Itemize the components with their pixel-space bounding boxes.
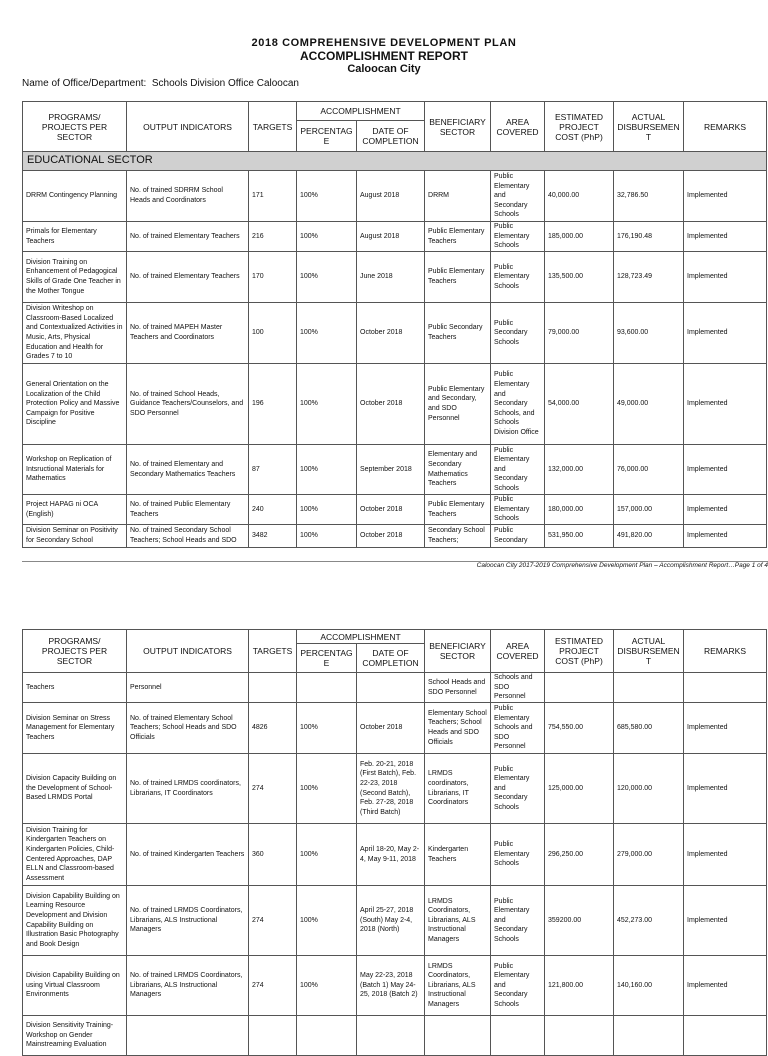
cell-percentage: 100% xyxy=(297,824,357,886)
cell-output: Personnel xyxy=(127,673,249,703)
cell-date: May 22-23, 2018 (Batch 1) May 24-25, 2018 (Batch 2) xyxy=(357,956,425,1016)
cell-actual: 176,190.48 xyxy=(614,222,684,252)
cell-date: August 2018 xyxy=(357,171,425,222)
col-header-estimated: ESTIMATED PROJECT COST (PhP) xyxy=(545,630,614,673)
col-header-remarks: REMARKS xyxy=(684,102,767,152)
cell-estimated xyxy=(545,1016,614,1056)
cell-actual: 685,580.00 xyxy=(614,703,684,754)
cell-percentage: 100% xyxy=(297,495,357,525)
cell-estimated: 121,800.00 xyxy=(545,956,614,1016)
cell-date: April 18-20, May 2-4, May 9-11, 2018 xyxy=(357,824,425,886)
col-header-accomplishment: ACCOMPLISHMENT xyxy=(297,630,425,644)
cell-program: Division Seminar on Positivity for Secondary School xyxy=(23,525,127,548)
cell-remarks: Implemented xyxy=(684,495,767,525)
cell-targets: 196 xyxy=(249,364,297,445)
cell-remarks: Implemented xyxy=(684,222,767,252)
cell-beneficiary: Elementary School Teachers; School Heads and SDO Officials xyxy=(425,703,491,754)
cell-output: No. of trained Kindergarten Teachers xyxy=(127,824,249,886)
cell-beneficiary: Kindergarten Teachers xyxy=(425,824,491,886)
cell-percentage: 100% xyxy=(297,171,357,222)
office-value: Schools Division Office Caloocan xyxy=(151,78,299,89)
cell-targets: 240 xyxy=(249,495,297,525)
cell-estimated: 296,250.00 xyxy=(545,824,614,886)
cell-area: Public Elementary Schools and SDO Personnel xyxy=(491,703,545,754)
cell-remarks: Implemented xyxy=(684,956,767,1016)
cell-output: No. of trained Secondary School Teachers; School Heads and SDO xyxy=(127,525,249,548)
office-label: Name of Office/Department: xyxy=(22,78,147,89)
sector-row: EDUCATIONAL SECTOR xyxy=(23,152,767,171)
office-line xyxy=(22,78,299,89)
cell-estimated: 359200.00 xyxy=(545,886,614,956)
report-subtitle: ACCOMPLISHMENT REPORT xyxy=(300,49,468,63)
cell-date: September 2018 xyxy=(357,445,425,495)
cell-targets: 4826 xyxy=(249,703,297,754)
table-row xyxy=(23,252,767,303)
table-row xyxy=(23,303,767,364)
cell-targets xyxy=(249,673,297,703)
cell-remarks: Implemented xyxy=(684,824,767,886)
cell-targets: 274 xyxy=(249,956,297,1016)
cell-program: Division Seminar on Stress Management for Elementary Teachers xyxy=(23,703,127,754)
cell-output: No. of trained LRMDS coordinators, Librarians, IT Coordinators xyxy=(127,754,249,824)
cell-percentage: 100% xyxy=(297,754,357,824)
cell-date xyxy=(357,1016,425,1056)
cell-program: Workshop on Replication of Intsructional Materials for Mathematics xyxy=(23,445,127,495)
table2-header xyxy=(23,630,767,673)
col-header-accomplishment: ACCOMPLISHMENT xyxy=(297,102,425,121)
cell-date: October 2018 xyxy=(357,364,425,445)
col-header-programs: PROGRAMS/ PROJECTS PER SECTOR xyxy=(23,102,127,152)
cell-beneficiary: Public Elementary Teachers xyxy=(425,222,491,252)
cell-actual: 157,000.00 xyxy=(614,495,684,525)
col-header-beneficiary: BENEFICIARY SECTOR xyxy=(425,102,491,152)
cell-area: Public Elementary Schools xyxy=(491,824,545,886)
cell-actual: 140,160.00 xyxy=(614,956,684,1016)
cell-actual: 76,000.00 xyxy=(614,445,684,495)
col-header-actual: ACTUAL DISBURSEMEN T xyxy=(614,102,684,152)
cell-program: Division Capability Building on Learning Resource Development and Division Capability Building on Illustration Basic Photography and Book Design xyxy=(23,886,127,956)
cell-program: Teachers xyxy=(23,673,127,703)
report-title: 2018 COMPREHENSIVE DEVELOPMENT PLAN xyxy=(251,37,517,49)
table1-body xyxy=(23,171,767,548)
cell-percentage: 100% xyxy=(297,364,357,445)
cell-targets: 216 xyxy=(249,222,297,252)
cell-output: No. of trained School Heads, Guidance Teachers/Counselors, and SDO Personnel xyxy=(127,364,249,445)
cell-percentage: 100% xyxy=(297,303,357,364)
cell-estimated xyxy=(545,673,614,703)
cell-estimated: 180,000.00 xyxy=(545,495,614,525)
col-header-targets: TARGETS xyxy=(249,102,297,152)
cell-percentage xyxy=(297,1016,357,1056)
table-row xyxy=(23,495,767,525)
table-row xyxy=(23,956,767,1016)
cell-output: No. of trained Elementary and Secondary Mathematics Teachers xyxy=(127,445,249,495)
cell-area: Schools and SDO Personnel xyxy=(491,673,545,703)
cell-remarks: Implemented xyxy=(684,303,767,364)
cell-remarks xyxy=(684,1016,767,1056)
cell-remarks: Implemented xyxy=(684,886,767,956)
col-header-date: DATE OF COMPLETION xyxy=(357,644,425,673)
cell-percentage: 100% xyxy=(297,252,357,303)
cell-beneficiary xyxy=(425,1016,491,1056)
cell-area: Public Secondary Schools xyxy=(491,303,545,364)
table-row xyxy=(23,222,767,252)
cell-output: No. of trained LRMDS Coordinators, Librarians, ALS Instructional Managers xyxy=(127,886,249,956)
cell-actual: 120,000.00 xyxy=(614,754,684,824)
table1-header xyxy=(23,102,767,171)
col-header-percentage: PERCENTAG E xyxy=(297,644,357,673)
table-row xyxy=(23,445,767,495)
cell-area: Public Elementary and Secondary Schools, and Schools Division Office xyxy=(491,364,545,445)
cell-program: Division Training for Kindergarten Teachers on Kindergarten Policies, Child-Centered Approaches, DAP ELLN and Classroom-based Assessment xyxy=(23,824,127,886)
col-header-area: AREA COVERED xyxy=(491,630,545,673)
cell-output: No. of trained LRMDS Coordinators, Librarians, ALS Instructional Managers xyxy=(127,956,249,1016)
cell-beneficiary: Public Elementary and Secondary, and SDO Personnel xyxy=(425,364,491,445)
table-row xyxy=(23,824,767,886)
cell-program: Division Training on Enhancement of Pedagogical Skills of Grade One Teacher in the Mother Tongue xyxy=(23,252,127,303)
cell-estimated: 54,000.00 xyxy=(545,364,614,445)
cell-estimated: 185,000.00 xyxy=(545,222,614,252)
cell-actual: 32,786.50 xyxy=(614,171,684,222)
cell-beneficiary: LRMDS Coordinators, Librarians, ALS Instructional Managers xyxy=(425,956,491,1016)
cell-area xyxy=(491,1016,545,1056)
cell-targets xyxy=(249,1016,297,1056)
cell-remarks: Implemented xyxy=(684,364,767,445)
page-footer: Caloocan City 2017-2019 Comprehensive Development Plan – Accomplishment Report…Page 1 of 4 xyxy=(476,562,768,569)
col-header-beneficiary: BENEFICIARY SECTOR xyxy=(425,630,491,673)
cell-estimated: 754,550.00 xyxy=(545,703,614,754)
col-header-output: OUTPUT INDICATORS xyxy=(127,102,249,152)
cell-actual: 93,600.00 xyxy=(614,303,684,364)
cell-targets: 170 xyxy=(249,252,297,303)
table-row xyxy=(23,703,767,754)
col-header-programs: PROGRAMS/ PROJECTS PER SECTOR xyxy=(23,630,127,673)
cell-estimated: 125,000.00 xyxy=(545,754,614,824)
cell-actual: 128,723.49 xyxy=(614,252,684,303)
cell-percentage: 100% xyxy=(297,525,357,548)
cell-percentage xyxy=(297,673,357,703)
cell-percentage: 100% xyxy=(297,445,357,495)
col-header-percentage: PERCENTAG E xyxy=(297,121,357,152)
cell-output: No. of trained SDRRM School Heads and Coordinators xyxy=(127,171,249,222)
cell-estimated: 132,000.00 xyxy=(545,445,614,495)
col-header-actual: ACTUAL DISBURSEMEN T xyxy=(614,630,684,673)
cell-estimated: 531,950.00 xyxy=(545,525,614,548)
cell-area: Public Elementary and Secondary Schools xyxy=(491,886,545,956)
report-city: Caloocan City xyxy=(347,63,421,75)
col-header-area: AREA COVERED xyxy=(491,102,545,152)
accomplishment-table-page-1 xyxy=(22,101,767,548)
cell-actual xyxy=(614,1016,684,1056)
table-row xyxy=(23,1016,767,1056)
cell-beneficiary: LRMDS Coordinators, Librarians, ALS Instructional Managers xyxy=(425,886,491,956)
cell-remarks: Implemented xyxy=(684,525,767,548)
table-row xyxy=(23,673,767,703)
col-header-estimated: ESTIMATED PROJECT COST (PhP) xyxy=(545,102,614,152)
col-header-date: DATE OF COMPLETION xyxy=(357,121,425,152)
cell-program: Primals for Elementary Teachers xyxy=(23,222,127,252)
table-row xyxy=(23,364,767,445)
cell-area: Public Elementary and Secondary Schools xyxy=(491,171,545,222)
table-row xyxy=(23,886,767,956)
cell-program: Division Sensitivity Training-Workshop on Gender Mainstreaming Evaluation xyxy=(23,1016,127,1056)
cell-date xyxy=(357,673,425,703)
cell-estimated: 135,500.00 xyxy=(545,252,614,303)
cell-estimated: 79,000.00 xyxy=(545,303,614,364)
cell-beneficiary: Public Secondary Teachers xyxy=(425,303,491,364)
cell-date: April 25-27, 2018 (South) May 2-4, 2018 (North) xyxy=(357,886,425,956)
cell-percentage: 100% xyxy=(297,956,357,1016)
cell-beneficiary: Elementary and Secondary Mathematics Teachers xyxy=(425,445,491,495)
cell-date: Feb. 20-21, 2018 (First Batch), Feb. 22-23, 2018 (Second Batch), Feb. 27-28, 2018 (Third Batch) xyxy=(357,754,425,824)
cell-percentage: 100% xyxy=(297,886,357,956)
table2-body xyxy=(23,673,767,1056)
cell-beneficiary: LRMDS coordinators, Librarians, IT Coordinators xyxy=(425,754,491,824)
cell-beneficiary: Public Elementary Teachers xyxy=(425,495,491,525)
cell-area: Public Elementary Schools xyxy=(491,222,545,252)
cell-output xyxy=(127,1016,249,1056)
cell-area: Public Elementary and Secondary Schools xyxy=(491,956,545,1016)
cell-remarks xyxy=(684,673,767,703)
cell-date: October 2018 xyxy=(357,525,425,548)
cell-targets: 274 xyxy=(249,754,297,824)
cell-beneficiary: School Heads and SDO Personnel xyxy=(425,673,491,703)
cell-program: Division Capacity Building on the Development of School-Based LRMDS Portal xyxy=(23,754,127,824)
col-header-output: OUTPUT INDICATORS xyxy=(127,630,249,673)
cell-targets: 360 xyxy=(249,824,297,886)
col-header-remarks: REMARKS xyxy=(684,630,767,673)
cell-targets: 100 xyxy=(249,303,297,364)
cell-percentage: 100% xyxy=(297,222,357,252)
cell-targets: 3482 xyxy=(249,525,297,548)
cell-area: Public Secondary xyxy=(491,525,545,548)
cell-remarks: Implemented xyxy=(684,252,767,303)
cell-area: Public Elementary Schools xyxy=(491,495,545,525)
cell-date: October 2018 xyxy=(357,303,425,364)
cell-output: No. of trained Elementary Teachers xyxy=(127,252,249,303)
cell-output: No. of trained Elementary School Teachers; School Heads and SDO Officials xyxy=(127,703,249,754)
table-row xyxy=(23,171,767,222)
cell-beneficiary: Public Elementary Teachers xyxy=(425,252,491,303)
cell-beneficiary: DRRM xyxy=(425,171,491,222)
cell-program: Division Capability Building on using Virtual Classroom Environments xyxy=(23,956,127,1016)
table-row xyxy=(23,525,767,548)
cell-targets: 274 xyxy=(249,886,297,956)
col-header-targets: TARGETS xyxy=(249,630,297,673)
cell-output: No. of trained Elementary Teachers xyxy=(127,222,249,252)
cell-targets: 87 xyxy=(249,445,297,495)
cell-program: DRRM Contingency Planning xyxy=(23,171,127,222)
cell-date: June 2018 xyxy=(357,252,425,303)
cell-estimated: 40,000.00 xyxy=(545,171,614,222)
cell-area: Public Elementary and Secondary Schools xyxy=(491,445,545,495)
cell-date: August 2018 xyxy=(357,222,425,252)
cell-date: October 2018 xyxy=(357,703,425,754)
cell-area: Public Elementary and Secondary Schools xyxy=(491,754,545,824)
cell-program: Project HAPAG ni OCA (English) xyxy=(23,495,127,525)
cell-output: No. of trained MAPEH Master Teachers and Coordinators xyxy=(127,303,249,364)
cell-targets: 171 xyxy=(249,171,297,222)
table-row xyxy=(23,754,767,824)
cell-actual: 49,000.00 xyxy=(614,364,684,445)
cell-program: General Orientation on the Localization of the Child Protection Policy and Massive Campaign for Positive Discipline xyxy=(23,364,127,445)
cell-beneficiary: Secondary School Teachers; xyxy=(425,525,491,548)
accomplishment-table-page-2 xyxy=(22,629,767,1056)
cell-date: October 2018 xyxy=(357,495,425,525)
cell-actual: 279,000.00 xyxy=(614,824,684,886)
cell-remarks: Implemented xyxy=(684,703,767,754)
cell-remarks: Implemented xyxy=(684,171,767,222)
cell-area: Public Elementary Schools xyxy=(491,252,545,303)
cell-actual: 452,273.00 xyxy=(614,886,684,956)
cell-remarks: Implemented xyxy=(684,445,767,495)
cell-percentage: 100% xyxy=(297,703,357,754)
cell-program: Division Writeshop on Classroom-Based Localized and Contextualized Activities in Music, Arts, Physical Education and Health for Grades 7 to 10 xyxy=(23,303,127,364)
cell-remarks: Implemented xyxy=(684,754,767,824)
cell-actual xyxy=(614,673,684,703)
cell-actual: 491,820.00 xyxy=(614,525,684,548)
cell-output: No. of trained Public Elementary Teachers xyxy=(127,495,249,525)
